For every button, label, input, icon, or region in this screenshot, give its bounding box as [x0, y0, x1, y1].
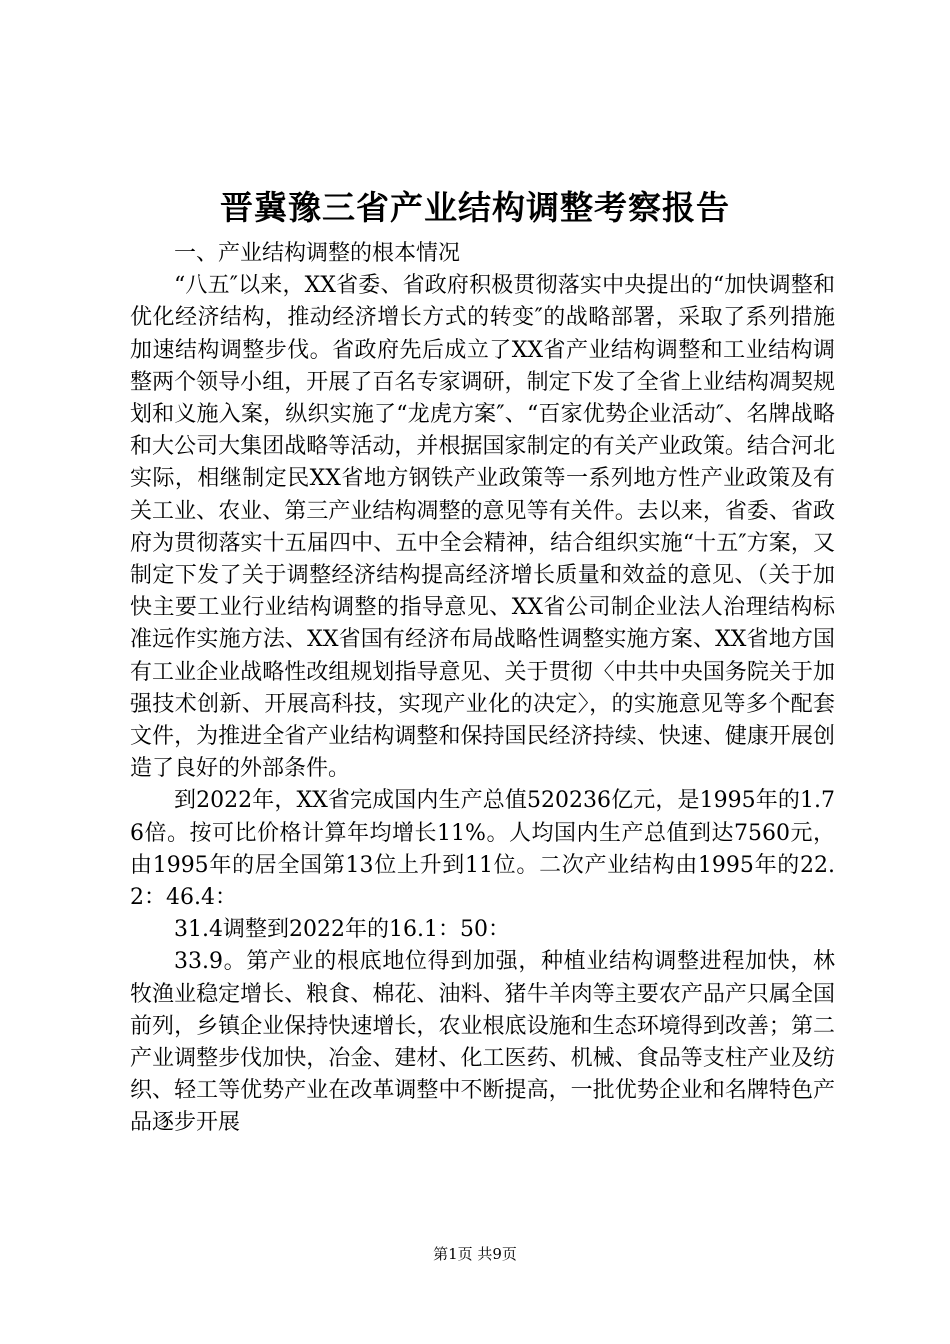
section-heading: 一、产业结构调整的根本情况 [174, 241, 461, 266]
paragraph-3: 31.4调整到2022年的16.1：50： [174, 917, 510, 943]
paragraph-1: “八五″以来，XX省委、省政府积极贯彻落实中央提出的“加快调整和优化经济结构，推动经济增长方式的转变″的战略部署，采取了系列措施加速结构调整步伐。省政府先后成立了XX省产业结构调整和工业结构调整两个领导小组，开展了百名专家调研，制定下发了全省上业结构凋契规划和义施入案，纵织实施了“龙虎方案″、“百家优势企业活动″、名牌战略和大公司大集团战略等活动，并根据国家制定的有关产业政策。结合河北实际，相继制定民XX省地方钢铁产业政策等一系列地方性产业政策及有关工业、农业、第三产业结构凋整的意见等有关件。去以来，省委、省政府为贯彻落实十五届四中、五中全会精神，结合组织实施“十五″方案，又制定下发了关于调整经济结构提高经济增长质量和效益的意见、（关于加快主要工业行业结构调整的指导意见、XX省公司制企业法人治理结构标准远作实施方法、XX省国有经济布局战略性调整实施方案、XX省地方国有工业企业战略性改组规划指导意见、关于贯彻〈中共中央国务院关于加强技术创新、开展高科技，实现产业化的决定〉，的实施意见等多个配套文件，为推进全省产业结构调整和保持国民经济持续、快速、健康开展创造了良好的外部条件。 [130, 273, 835, 782]
paragraph-4: 33.9。第产业的根底地位得到加强，种植业结构调整进程加快，林牧渔业稳定增长、粮食、棉花、油料、猪牛羊肉等主要农产品产只属全国前列，乡镇企业保持快速增长，农业根底设施和生态环境得到改善；第二产业调整步伐加快，冶金、建材、化工医药、机械、食品等支柱产业及纺织、轻工等优势产业在改革调整中不断提高，一批优势企业和名牌特色产品逐步开展 [130, 949, 835, 1136]
page-number-footer: 第1页 共9页 [433, 1245, 517, 1263]
document-body [130, 238, 835, 1140]
document-title: 晋冀豫三省产业结构调整考察报告 [220, 188, 730, 227]
paragraph-2: 到2022年，XX省完成国内生产总值520236亿元，是1995年的1.76倍。按可比价格计算年均增长11%。人均国内生产总值到达7560元，由1995年的居全国第13位上升到11位。二次产业结构由1995年的22.2：46.4： [130, 788, 835, 911]
